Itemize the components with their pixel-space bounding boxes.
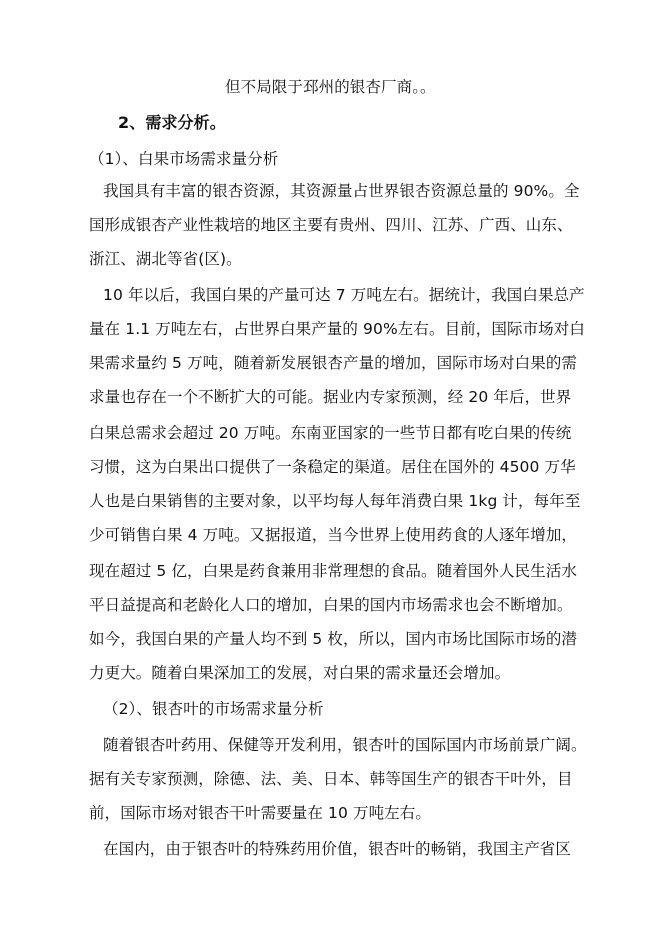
paragraph-line: 前，国际市场对银杏干叶需要量在 10 万吨左右。 (89, 804, 431, 822)
paragraph-line: 如今，我国白果的产量人均不到 5 枚，所以，国内市场比国际市场的潜 (89, 630, 578, 648)
paragraph-line: 据有关专家预测，除德、法、美、日本、韩等国生产的银杏干叶外，目 (89, 770, 573, 788)
paragraph-line: 求量也存在一个不断扩大的可能。据业内专家预测，经 20 年后，世界 (89, 388, 572, 406)
paragraph-line: 少可销售白果 4 万吨。又据报道，当今世界上使用药食的人逐年增加， (89, 526, 578, 544)
paragraph-line: 10 年以后，我国白果的产量可达 7 万吨左右。据统计，我国白果总产 (103, 286, 585, 304)
paragraph-line: 平日益提高和老龄化人口的增加，白果的国内市场需求也会不断增加。 (89, 596, 573, 614)
paragraph-line: 果需求量约 5 万吨，随着新发展银杏产量的增加，国际市场对白果的需 (89, 354, 578, 372)
paragraph-line: 随着银杏叶药用、保健等开发利用，银杏叶的国际国内市场前景广阔。 (103, 736, 587, 754)
paragraph-line: 我国具有丰富的银杏资源，其资源量占世界银杏资源总量的 90%。全 (103, 182, 580, 200)
paragraph-line: 浙江、湖北等省(区)。 (89, 250, 242, 268)
paragraph-line: 力更大。随着白果深加工的发展，对白果的需求量还会增加。 (89, 664, 511, 682)
paragraph-line: 量在 1.1 万吨左右，占世界白果产量的 90%左右。目前，国际市场对白 (89, 320, 585, 338)
top-line: 但不局限于邳州的银杏厂商。。 (225, 78, 436, 96)
paragraph-line: 习惯，这为白果出口提供了一条稳定的渠道。居住在国外的 4500 万华 (89, 458, 576, 476)
paragraph-line: 白果总需求会超过 20 万吨。东南亚国家的一些节日都有吃白果的传统 (89, 424, 572, 442)
paragraph-line: 国形成银杏产业性栽培的地区主要有贵州、四川、江苏、广西、山东、 (89, 216, 573, 234)
paragraph-line: 人也是白果销售的主要对象，以平均每人每年消费白果 1kg 计，每年至 (89, 492, 581, 510)
paragraph-line: 在国内，由于银杏叶的特殊药用价值，银杏叶的畅销，我国主产省区 (103, 840, 572, 858)
subsection-heading-1: （1）、白果市场需求量分析 (89, 150, 279, 168)
paragraph-line: 现在超过 5 亿，白果是药食兼用非常理想的食品。随着国外人民生活水 (89, 562, 578, 580)
subsection-heading-2: （2）、银杏叶的市场需求量分析 (103, 700, 324, 718)
section-heading: 2、需求分析。 (118, 113, 226, 132)
